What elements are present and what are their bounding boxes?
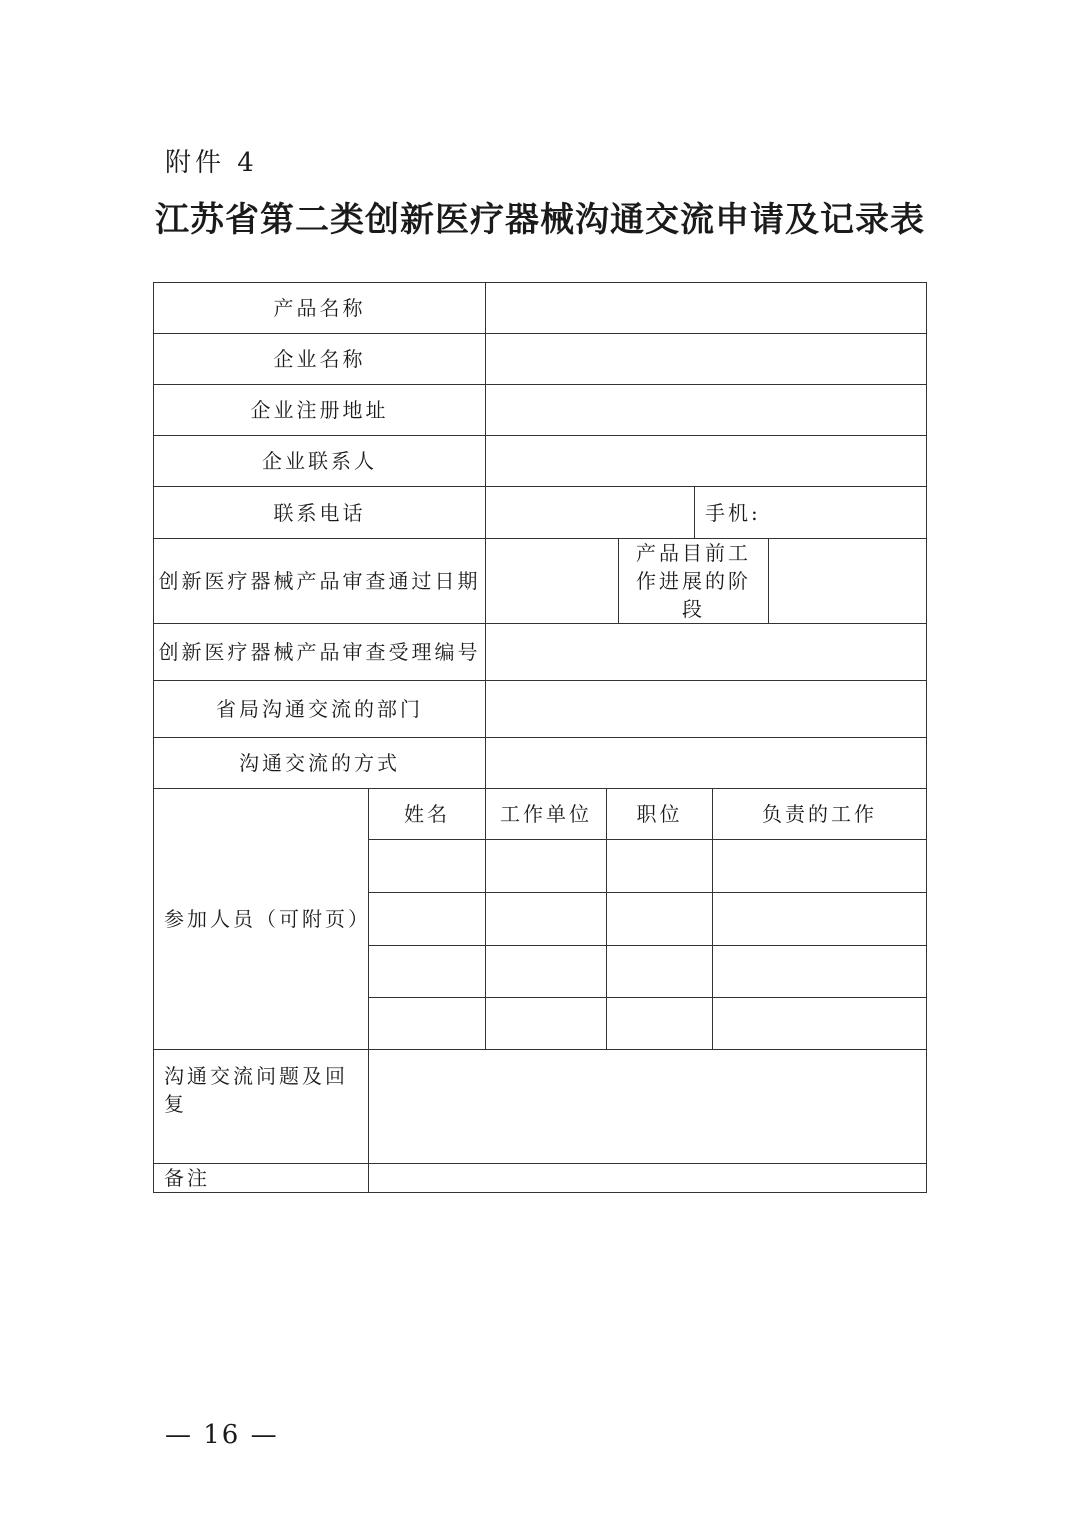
participant-cell[interactable] [712, 839, 927, 893]
participant-cell[interactable] [606, 892, 713, 946]
approval-date-field[interactable] [485, 538, 619, 624]
column-header: 负责的工作 [712, 788, 927, 840]
participant-cell[interactable] [485, 945, 607, 998]
method-field[interactable] [485, 737, 927, 789]
participant-cell[interactable] [606, 945, 713, 998]
participant-cell[interactable] [712, 892, 927, 946]
acceptance-number-label: 创新医疗器械产品审查受理编号 [153, 623, 486, 681]
participant-cell[interactable] [606, 997, 713, 1050]
method-label: 沟通交流的方式 [153, 737, 486, 789]
company-name-label: 企业名称 [153, 333, 486, 385]
qa-field[interactable] [368, 1049, 927, 1164]
participant-cell[interactable] [606, 839, 713, 893]
remarks-field[interactable] [368, 1163, 927, 1193]
participant-cell[interactable] [368, 892, 486, 946]
attachment-label: 附件 4 [165, 148, 258, 178]
participant-cell[interactable] [485, 839, 607, 893]
form-title: 江苏省第二类创新医疗器械沟通交流申请及记录表 [155, 200, 925, 240]
column-header: 职位 [606, 788, 713, 840]
participant-cell[interactable] [368, 839, 486, 893]
progress-stage-field[interactable] [768, 538, 927, 624]
department-label: 省局沟通交流的部门 [153, 680, 486, 738]
participants-label: 参加人员（可附页） [153, 788, 369, 1050]
participant-cell[interactable] [485, 892, 607, 946]
mobile-field[interactable]: 手机: [694, 486, 927, 539]
participant-cell[interactable] [368, 997, 486, 1050]
phone-field[interactable] [485, 486, 695, 539]
company-contact-label: 企业联系人 [153, 435, 486, 487]
qa-label: 沟通交流问题及回复 [153, 1049, 369, 1164]
product-name-label: 产品名称 [153, 282, 486, 334]
participant-cell[interactable] [712, 945, 927, 998]
page-number: — 16 — [165, 1420, 279, 1450]
participant-cell[interactable] [368, 945, 486, 998]
company-name-field[interactable] [485, 333, 927, 385]
participant-cell[interactable] [712, 997, 927, 1050]
phone-label: 联系电话 [153, 486, 486, 539]
approval-date-label: 创新医疗器械产品审查通过日期 [153, 538, 486, 624]
acceptance-number-field[interactable] [485, 623, 927, 681]
remarks-label: 备注 [153, 1163, 369, 1193]
company-contact-field[interactable] [485, 435, 927, 487]
product-name-field[interactable] [485, 282, 927, 334]
company-address-label: 企业注册地址 [153, 384, 486, 436]
column-header: 工作单位 [485, 788, 607, 840]
department-field[interactable] [485, 680, 927, 738]
participant-cell[interactable] [485, 997, 607, 1050]
progress-stage-label: 产品目前工作进展的阶段 [618, 538, 769, 624]
company-address-field[interactable] [485, 384, 927, 436]
column-header: 姓名 [368, 788, 486, 840]
